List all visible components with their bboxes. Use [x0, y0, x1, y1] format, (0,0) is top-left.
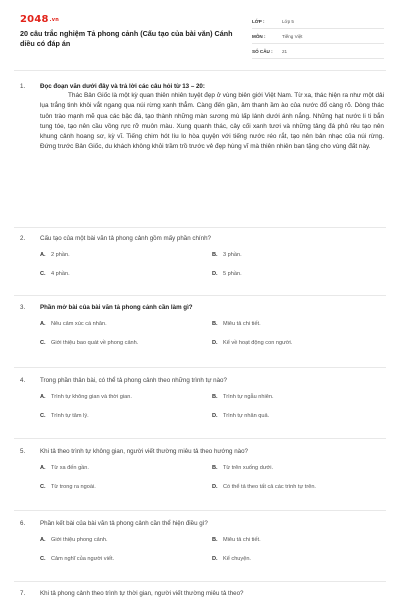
option-text: Trình tự ngẫu nhiên.	[223, 394, 274, 400]
option-letter: A.	[40, 321, 46, 327]
option-letter: D.	[212, 340, 218, 346]
question-text: Trong phần thân bài, có thể tả phong cảnh theo những trình tự nào?	[40, 377, 227, 384]
divider	[14, 367, 386, 368]
meta-table	[252, 14, 384, 59]
option-c[interactable]	[40, 270, 212, 278]
meta-key: LỚP :	[252, 18, 265, 24]
option-letter: A.	[40, 537, 46, 543]
option-text: Miêu tả chi tiết.	[223, 537, 261, 543]
meta-value: Lớp 5	[282, 18, 294, 24]
option-c[interactable]	[40, 339, 212, 347]
option-b[interactable]	[212, 464, 384, 472]
option-text: Giới thiệu phong cảnh.	[51, 537, 108, 543]
question-number: 6.	[20, 520, 26, 527]
divider	[14, 227, 386, 228]
question-5	[20, 447, 384, 491]
question-text: Khi tả phong cảnh theo trình tự thời gian, người viết thường miêu tả theo?	[40, 590, 244, 597]
option-a[interactable]	[40, 536, 212, 544]
question-number: 3.	[20, 304, 26, 311]
option-text: 3 phần.	[223, 252, 242, 258]
option-text: Trình tự tâm lý.	[51, 413, 89, 419]
option-text: Trình tự không gian và thời gian.	[51, 394, 132, 400]
option-b[interactable]	[212, 393, 384, 401]
divider	[14, 438, 386, 439]
question-number: 4.	[20, 377, 26, 384]
option-text: Miêu tả chi tiết.	[223, 321, 261, 327]
divider	[14, 581, 386, 582]
option-a[interactable]	[40, 464, 212, 472]
option-letter: C.	[40, 413, 46, 419]
question-number: 2.	[20, 235, 26, 242]
question-number: 1.	[20, 83, 26, 90]
option-c[interactable]	[40, 483, 212, 491]
option-a[interactable]	[40, 320, 212, 328]
question-text: Đọc đoạn văn dưới đây và trả lời các câu hỏi từ 13 – 20:	[40, 83, 205, 90]
logo-suffix: .vn	[49, 17, 59, 23]
option-text: Từ trong ra ngoài.	[51, 484, 96, 490]
option-c[interactable]	[40, 555, 212, 563]
option-letter: D.	[212, 413, 218, 419]
meta-row-count	[252, 44, 384, 59]
option-letter: A.	[40, 394, 46, 400]
header-divider	[14, 70, 386, 71]
option-a[interactable]	[40, 251, 212, 259]
option-letter: C.	[40, 556, 46, 562]
question-1	[20, 82, 384, 153]
question-number: 5.	[20, 448, 26, 455]
option-text: Giới thiệu bao quát về phong cảnh.	[51, 340, 139, 346]
question-2	[20, 234, 384, 278]
option-d[interactable]	[212, 412, 384, 420]
option-b[interactable]	[212, 251, 384, 259]
question-number: 7.	[20, 590, 26, 597]
option-text: Từ trên xuống dưới.	[223, 465, 274, 471]
option-text: Trình tự nhân quả.	[223, 413, 270, 419]
option-letter: B.	[212, 537, 218, 543]
option-text: 4 phần.	[51, 271, 70, 277]
question-text: Phần kết bài của bài văn tả phong cảnh cần thể hiện điều gì?	[40, 520, 208, 527]
option-text: Nêu cảm xúc cá nhân.	[51, 321, 107, 327]
meta-value: Tiếng Việt	[282, 33, 303, 39]
option-b[interactable]	[212, 536, 384, 544]
option-letter: B.	[212, 394, 218, 400]
option-letter: B.	[212, 321, 218, 327]
meta-value: 21	[282, 48, 288, 54]
question-text: Khi tả theo trình tự không gian, người viết thường miêu tả theo hướng nào?	[40, 448, 248, 455]
divider	[14, 510, 386, 511]
option-letter: C.	[40, 340, 46, 346]
option-letter: C.	[40, 271, 46, 277]
option-text: 5 phần.	[223, 271, 242, 277]
option-letter: B.	[212, 252, 218, 258]
option-letter: D.	[212, 484, 218, 490]
option-text: Cảm nghĩ của người viết.	[51, 556, 115, 562]
option-d[interactable]	[212, 483, 384, 491]
option-letter: A.	[40, 252, 46, 258]
divider	[14, 295, 386, 296]
option-text: 2 phần.	[51, 252, 70, 258]
page-header	[0, 0, 400, 70]
option-d[interactable]	[212, 555, 384, 563]
option-text: Kể về hoạt động con người.	[223, 340, 293, 346]
option-d[interactable]	[212, 339, 384, 347]
page-title: 20 câu trắc nghiệm Tả phong cảnh (Cấu tạo của bài văn) Cánh diều có đáp án	[20, 29, 233, 48]
option-text: Có thể tả theo tất cả các trình tự trên.	[223, 484, 316, 490]
meta-key: MÔN :	[252, 33, 266, 39]
reading-passage: Thác Bản Giốc là một kỳ quan thiên nhiên tuyệt đẹp ở vùng biên giới Việt Nam. Từ xa, thác hiện ra như một dải lụa trắng tinh khôi vắt ngang qua núi rừng xanh thẳm. Càng đến gần, âm thanh ầm ào của nước đổ càng rõ. Dòng thác tuôn trào mạnh mẽ qua các bậc đá, tạo thành những màn sương mù lấp lánh dưới ánh nắng. Những hạt nước li ti bắn tung tóe, tạo nên cầu vồng rực rỡ muôn màu. Xung quanh thác, cây cối xanh tươi và những tảng đá phủ rêu tạo nên khung cảnh hoang sơ, kỳ vĩ. Tiếng chim hót líu lo hòa quyện với tiếng nước réo rắt, tạo nên bản nhạc của núi rừng. Đứng trước Bản Giốc, du khách không khỏi trầm trồ trước vẻ đẹp hùng vĩ mà thiên nhiên ban tặng cho vùng đất này.	[40, 92, 384, 151]
option-letter: C.	[40, 484, 46, 490]
option-c[interactable]	[40, 412, 212, 420]
option-d[interactable]	[212, 270, 384, 278]
meta-row-grade	[252, 14, 384, 29]
question-3	[20, 303, 384, 347]
meta-row-subject	[252, 29, 384, 44]
question-text: Cấu tạo của một bài văn tả phong cảnh gồm mấy phần chính?	[40, 235, 211, 242]
option-b[interactable]	[212, 320, 384, 328]
question-6	[20, 519, 384, 563]
question-4	[20, 376, 384, 420]
meta-key: SỐ CÂU :	[252, 48, 273, 54]
logo-number: 2048	[20, 14, 49, 25]
option-letter: A.	[40, 465, 46, 471]
option-text: Kể chuyện.	[223, 556, 251, 562]
option-text: Từ xa đến gần.	[51, 465, 89, 471]
option-letter: B.	[212, 465, 218, 471]
option-letter: D.	[212, 271, 218, 277]
option-a[interactable]	[40, 393, 212, 401]
question-text: Phần mở bài của bài văn tả phong cảnh cần làm gì?	[40, 304, 193, 311]
site-logo[interactable]	[20, 14, 59, 25]
question-7	[20, 589, 384, 598]
option-letter: D.	[212, 556, 218, 562]
